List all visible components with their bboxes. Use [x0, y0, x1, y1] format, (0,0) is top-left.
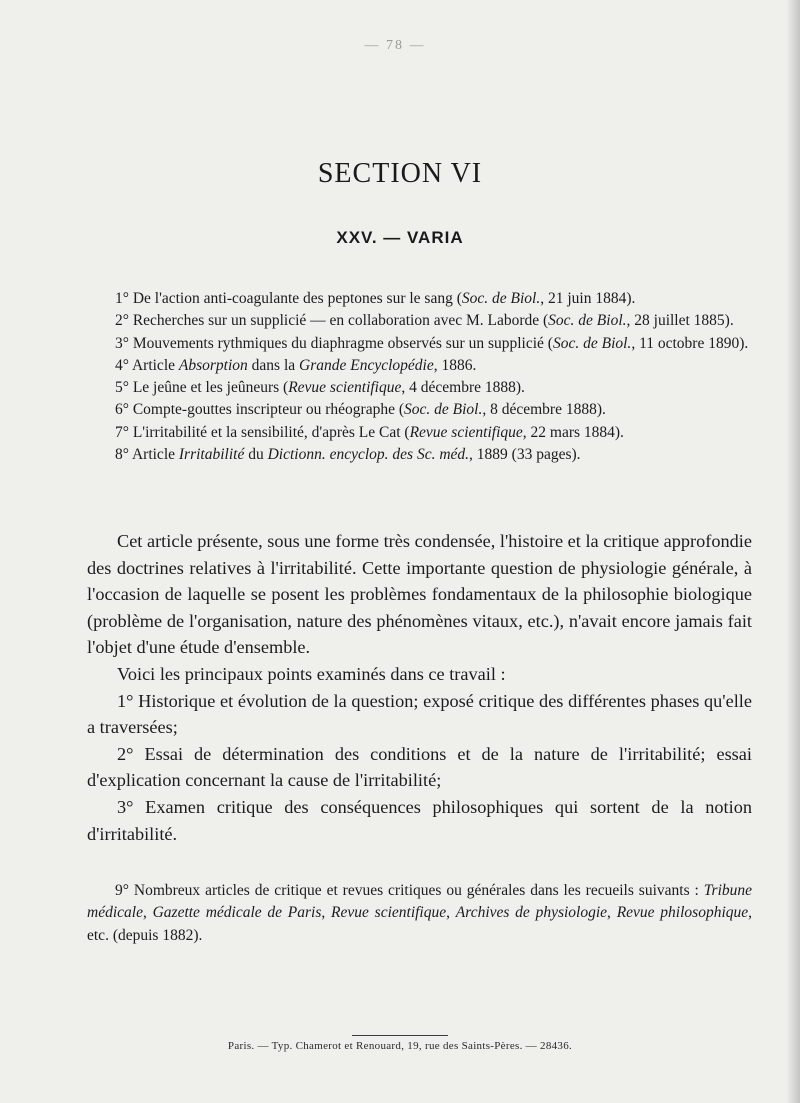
italic-text-run: Grande Encyclopédie [299, 356, 434, 374]
publication-list [87, 288, 752, 466]
article-summary [87, 528, 752, 847]
text-run: , 4 décembre 1888). [401, 379, 525, 397]
italic-text-run: Gazette médicale de Paris [152, 904, 322, 922]
footer-divider [352, 1035, 448, 1036]
publication-item-7 [87, 422, 752, 444]
text-run: 5° Le jeûne et les jeûneurs ( [115, 379, 289, 397]
text-run: 6° Compte-gouttes inscripteur ou rhéographe ( [115, 401, 404, 419]
text-run: , 8 décembre 1888). [482, 401, 606, 419]
summary-paragraph-points-lead: Voici les principaux points examinés dans ce travail : [117, 663, 506, 684]
text-run: , [321, 904, 332, 922]
summary-paragraph-intro: Cet article présente, sous une forme très condensée, l'histoire et la critique approfondie des doctrines relatives à l'irritabilité. Cette importante question de physiologie générale, à l'occasion de laquelle se posent les problèmes fondamentaux de la philosophie biologique (problème de l'organisation, nature des phénomènes vitaux, etc.), n'avait encore jamais fait l'objet d'une étude d'ensemble. [87, 531, 752, 658]
text-run: , 1889 (33 pages). [469, 446, 581, 464]
text-run: , etc. (depuis 1882). [87, 904, 753, 944]
italic-text-run: Irritabilité [178, 446, 245, 464]
text-run: , 22 mars 1884). [522, 423, 624, 441]
italic-text-run: Tribune médicale [87, 882, 752, 922]
text-run: , [142, 904, 153, 922]
text-run: 7° L'irritabilité et la sensibilité, d'après Le Cat ( [115, 423, 410, 441]
publication-item-4 [87, 355, 752, 377]
chapter-title: XXV. — VARIA [336, 228, 464, 247]
italic-text-run: Soc. de Biol. [461, 290, 541, 307]
text-run: , [607, 904, 617, 922]
text-run: 2° Recherches sur un supplicié — en collaboration avec M. Laborde ( [115, 312, 549, 330]
publication-item-2 [87, 310, 752, 332]
italic-text-run: Soc. de Biol. [552, 334, 632, 352]
text-run: du [244, 446, 268, 464]
printer-imprint: Paris. — Typ. Chamerot et Renouard, 19, rue des Saints-Pères. — 28436. [227, 1040, 573, 1052]
text-run: dans la [247, 356, 300, 374]
text-run: , 11 octobre 1890). [631, 334, 749, 352]
text-run: , 28 juillet 1885). [626, 312, 734, 330]
italic-text-run: Dictionn. encyclop. des Sc. méd. [267, 446, 470, 464]
text-run: , 21 juin 1884). [540, 290, 636, 307]
publication-item-9 [87, 880, 752, 947]
italic-text-run: Soc. de Biol. [548, 312, 627, 330]
text-run: , 1886. [433, 356, 477, 374]
summary-point-1: 1° Historique et évolution de la question; exposé critique des différentes phases qu'elle a traversées; [87, 690, 752, 738]
page-number: — 78 — [364, 38, 426, 53]
italic-text-run: Absorption [178, 356, 248, 374]
italic-text-run: Revue scientifique [288, 379, 402, 397]
summary-point-2: 2° Essai de détermination des conditions et de la nature de l'irritabilité; essai d'explication concernant la cause de l'irritabilité; [87, 743, 752, 791]
text-run: 8° Article [115, 446, 179, 464]
text-run: 1° De l'action anti-coagulante des peptones sur le sang ( [115, 290, 462, 307]
summary-point-3: 3° Examen critique des conséquences philosophiques qui sortent de la notion d'irritabilité. [87, 796, 752, 844]
publication-item-6 [87, 399, 752, 421]
publication-item-3 [87, 333, 752, 355]
italic-text-run: Soc. de Biol. [404, 401, 483, 419]
publication-item-1 [87, 288, 752, 310]
publication-item-5 [87, 377, 752, 399]
text-run: 9° Nombreux articles de critique et revues critiques ou générales dans les recueils suivants : [115, 882, 704, 899]
italic-text-run: Revue philosophique [616, 904, 749, 922]
italic-text-run: Revue scientifique [331, 904, 447, 922]
text-run: , [446, 904, 456, 922]
publication-item-9-block [87, 880, 752, 947]
italic-text-run: Archives de physiologie [455, 904, 608, 922]
italic-text-run: Revue scientifique [409, 423, 523, 441]
publication-item-8 [87, 444, 752, 466]
section-title: SECTION VI [317, 158, 483, 189]
text-run: 4° Article [115, 356, 179, 374]
text-run: 3° Mouvements rythmiques du diaphragme observés sur un supplicié ( [115, 334, 553, 352]
